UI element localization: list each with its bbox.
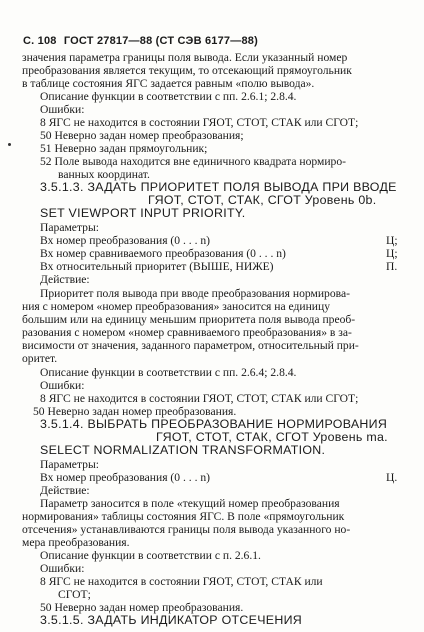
parameter-line: Вх номер преобразования (0 . . . n) [40,471,211,484]
text-line: большим или на единицу меньшим приоритета поля вывода преоб- [22,313,356,326]
text-line: Параметры: [40,458,99,471]
parameter-line: Вх относительный приоритет (ВЫШЕ, НИЖЕ) [40,260,274,273]
text-line: 8 ЯГС не находится в состоянии ГЯОТ, СТОТ, СТАК или СГОТ; [40,392,359,405]
text-line: Параметр заносится в поле «текущий номер преобразования [40,497,340,510]
text-line: Ошибки: [40,103,85,116]
text-line: 50 Неверно задан номер преобразования. [40,601,244,614]
section-heading: 3.5.1.3. ЗАДАТЬ ПРИОРИТЕТ ПОЛЯ ВЫВОДА ПРИ ВВОДЕ [40,180,397,194]
page-header [23,35,258,48]
text-line: 8 ЯГС не находится в состоянии ГЯОТ, СТОТ, СТАК или [40,575,323,588]
text-line: Параметры: [40,221,99,234]
page-number: С. 108 [23,35,57,47]
text-line: Ошибки: [40,562,85,575]
section-heading: 3.5.1.4. ВЫБРАТЬ ПРЕОБРАЗОВАНИЕ НОРМИРОВАНИЯ [40,417,388,431]
text-line: ния с номером «номер преобразования» заносится на единицу [22,300,331,313]
parameter-line: Вх номер преобразования (0 . . . n) [40,234,211,247]
parameter-type: П. [386,260,398,273]
text-line: ванных координат. [58,168,150,181]
text-line: Ошибки: [40,379,85,392]
parameter-type: Ц; [386,247,398,260]
section-heading-states: ГЯОТ, СТОТ, СТАК, СГОТ Уровень ma. [156,430,388,444]
margin-dot [8,143,11,146]
text-line: отсечения» устанавливаются границы поля вывода указанного но- [22,523,351,536]
text-line: 52 Поле вывода находится вне единичного квадрата нормиро- [40,155,346,168]
section-heading-english: SET VIEWPORT INPUT PRIORITY. [40,206,246,220]
text-line: преобразования является текущим, то отсекающий прямоугольник [22,64,352,77]
parameter-type: Ц; [386,234,398,247]
text-line: СГОТ; [58,588,91,601]
text-line: 51 Неверно задан прямоугольник; [40,142,208,155]
parameter-type: Ц. [386,471,398,484]
section-heading-states: ГЯОТ, СТОТ, СТАК, СГОТ Уровень 0b. [148,193,377,207]
text-line: Описание функции в соответствии с пп. 2.6.4; 2.8.4. [40,366,297,379]
text-line: нормирования» таблицы состояния ЯГС. В поле «прямоугольник [22,510,345,523]
text-line: 8 ЯГС не находится в состоянии ГЯОТ, СТОТ, СТАК или СГОТ; [40,116,359,129]
text-line: 50 Неверно задан номер преобразования. [33,405,237,418]
text-line: разования с номером «номер сравниваемого преобразования» в за- [22,326,352,339]
text-line: висимости от значения, заданного параметром, относительный при- [22,339,359,352]
text-line: значения параметра границы поля вывода. Если указанный номер [22,51,348,64]
text-line: Действие: [40,273,90,286]
parameter-line: Вх номер сравниваемого преобразования (0 . . . n) [40,247,286,260]
text-line: Действие: [40,484,90,497]
text-line: Описание функции в соответствии с пп. 2.6.1; 2.8.4. [40,90,297,103]
section-heading-english: SELECT NORMALIZATION TRANSFORMATION. [40,443,326,457]
text-line: Приоритет поля вывода при вводе преобразования нормирова- [40,287,350,300]
text-line: в таблице состояния ЯГС задается равным «полю вывода». [22,77,315,90]
section-heading: 3.5.1.5. ЗАДАТЬ ИНДИКАТОР ОТСЕЧЕНИЯ [40,613,303,627]
text-line: Описание функции в соответствии с п. 2.6.1. [40,549,261,562]
standard-designation: ГОСТ 27817—88 (СТ СЭВ 6177—88) [63,35,258,47]
text-line: оритет. [22,352,58,365]
text-line: мера преобразования. [22,536,130,549]
text-line: 50 Неверно задан номер преобразования; [40,129,244,142]
